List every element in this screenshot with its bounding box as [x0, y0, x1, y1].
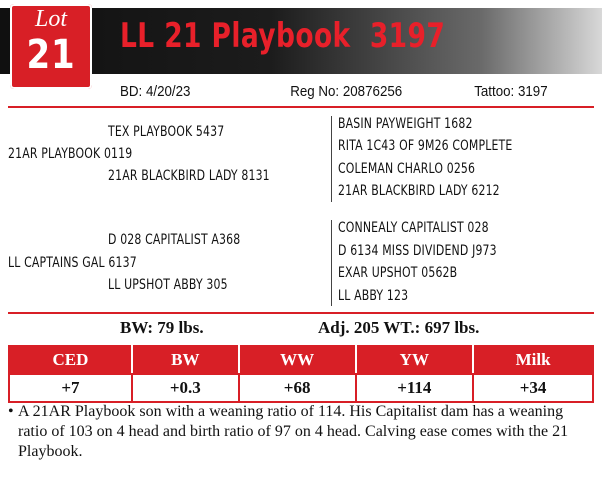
- dam-sire-dam: D 6134 MISS DIVIDEND J973: [338, 243, 497, 259]
- comment-bullet: •: [8, 403, 14, 420]
- epd-header-ced: CED: [9, 346, 132, 374]
- birth-weight: BW: 79 lbs.: [120, 318, 204, 337]
- divider-top: [8, 106, 594, 108]
- birth-date: BD: 4/20/23: [120, 84, 191, 100]
- animal-name: LL 21 Playbook 3197: [120, 16, 446, 56]
- comment-text: A 21AR Playbook son with a weaning ratio of 114. His Capitalist dam has a weaning ratio of 103 on 4 head and birth ratio of 97 on 4 head. Calving ease comes with the 21 Playbook.: [18, 403, 569, 460]
- dam-dam: LL UPSHOT ABBY 305: [108, 277, 228, 293]
- tattoo: Tattoo: 3197: [474, 84, 548, 100]
- epd-value-milk: +34: [473, 374, 593, 402]
- sire: 21AR PLAYBOOK 0119: [8, 146, 133, 162]
- epd-header-row: [9, 346, 593, 374]
- sire-sire-sire: BASIN PAYWEIGHT 1682: [338, 116, 473, 132]
- lot-number: 21: [26, 32, 76, 78]
- epd-header-ww: WW: [239, 346, 356, 374]
- epd-value-ced: +7: [9, 374, 132, 402]
- epd-header-milk: Milk: [473, 346, 593, 374]
- dam-dam-dam: LL ABBY 123: [338, 288, 409, 304]
- sire-dam-sire: COLEMAN CHARLO 0256: [338, 161, 476, 177]
- dam-sire: D 028 CAPITALIST A368: [108, 232, 241, 248]
- dam: LL CAPTAINS GAL 6137: [8, 255, 137, 271]
- dam-dam-sire: EXAR UPSHOT 0562B: [338, 265, 458, 281]
- sire-sire: TEX PLAYBOOK 5437: [108, 124, 225, 140]
- epd-table: [8, 345, 594, 403]
- epd-header-bw: BW: [132, 346, 239, 374]
- pedigree-divider-dam: [331, 220, 332, 306]
- epd-value-bw: +0.3: [132, 374, 239, 402]
- reg-number: Reg No: 20876256: [290, 84, 403, 100]
- dam-sire-sire: CONNEALY CAPITALIST 028: [338, 220, 489, 236]
- lot-label: Lot: [34, 6, 67, 32]
- adjusted-205-weight: Adj. 205 WT.: 697 lbs.: [318, 318, 480, 337]
- sire-sire-dam: RITA 1C43 OF 9M26 COMPLETE: [338, 138, 513, 154]
- epd-value-yw: +114: [356, 374, 474, 402]
- epd-header-yw: YW: [356, 346, 474, 374]
- lot-comment: [8, 402, 594, 462]
- sire-dam-dam: 21AR BLACKBIRD LADY 6212: [338, 183, 500, 199]
- lot-badge: [10, 4, 92, 89]
- pedigree-divider-sire: [331, 116, 332, 202]
- info-row: [120, 84, 554, 106]
- sire-dam: 21AR BLACKBIRD LADY 8131: [108, 168, 270, 184]
- epd-value-row: [9, 374, 593, 402]
- divider-bottom: [8, 312, 594, 314]
- epd-value-ww: +68: [239, 374, 356, 402]
